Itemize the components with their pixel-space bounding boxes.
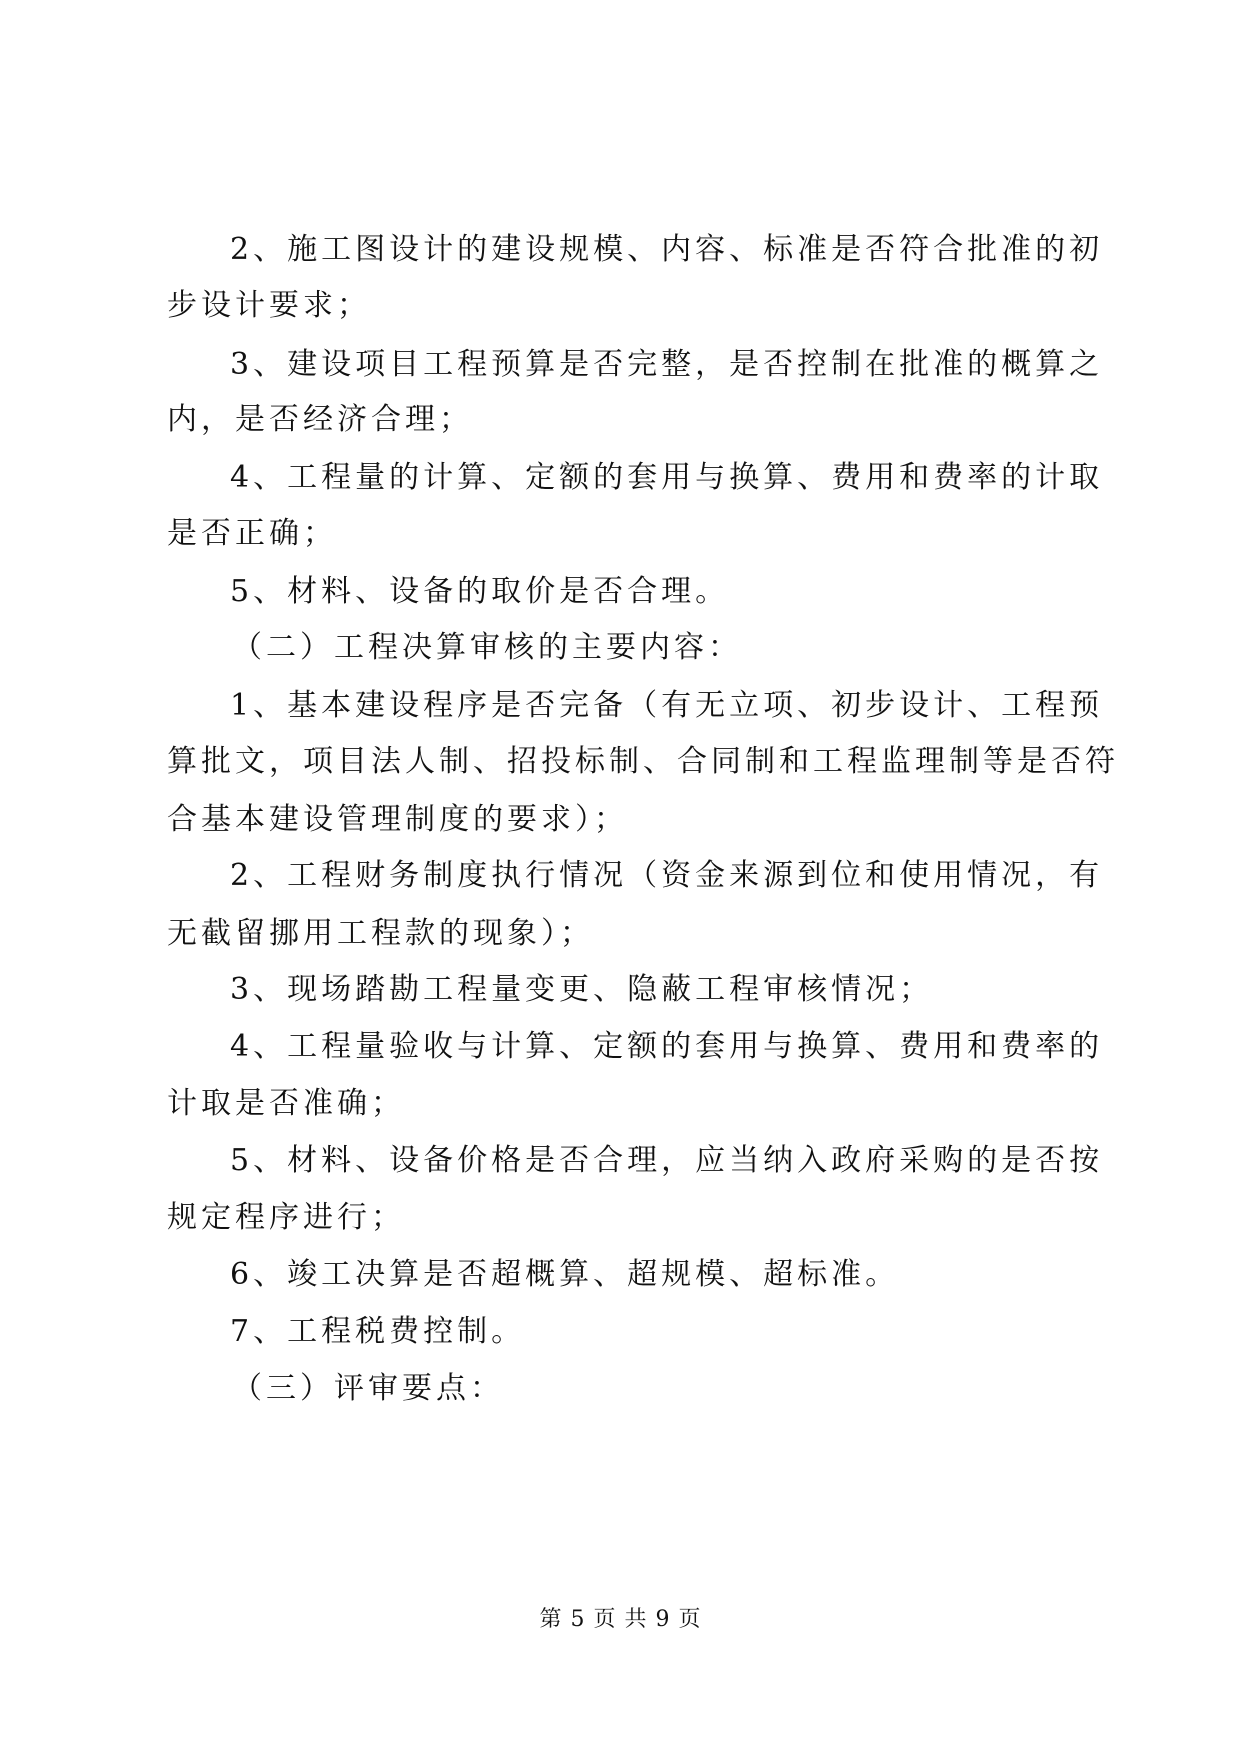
page-footer: 第 5 页 共 9 页: [539, 1607, 702, 1632]
text-line: 合基本建设管理制度的要求）；: [167, 802, 628, 837]
text-line: 4、工程量的计算、定额的套用与换算、费用和费率的计取: [230, 460, 1104, 495]
section-heading: （三）评审要点：: [232, 1371, 504, 1406]
text-line: 5、材料、设备的取价是否合理。: [230, 574, 730, 609]
text-line: 是否正确；: [167, 516, 337, 551]
text-line: 规定程序进行；: [167, 1200, 405, 1235]
text-line: 内，是否经济合理；: [167, 402, 473, 437]
text-line: 7、工程税费控制。: [230, 1314, 526, 1349]
text-line: 5、材料、设备价格是否合理，应当纳入政府采购的是否按: [230, 1143, 1104, 1178]
text-line: 3、建设项目工程预算是否完整，是否控制在批准的概算之: [230, 347, 1104, 382]
text-line: 2、工程财务制度执行情况（资金来源到位和使用情况，有: [230, 858, 1104, 893]
section-heading: （二）工程决算审核的主要内容：: [232, 630, 742, 665]
text-line: 计取是否准确；: [167, 1086, 405, 1121]
text-line: 2、施工图设计的建设规模、内容、标准是否符合批准的初: [230, 232, 1104, 267]
text-line: 无截留挪用工程款的现象）；: [167, 916, 594, 951]
text-line: 6、竣工决算是否超概算、超规模、超标准。: [230, 1257, 900, 1292]
text-line: 4、工程量验收与计算、定额的套用与换算、费用和费率的: [230, 1029, 1104, 1064]
text-line: 3、现场踏勘工程量变更、隐蔽工程审核情况；: [230, 972, 934, 1007]
text-line: 算批文，项目法人制、招投标制、合同制和工程监理制等是否符: [167, 744, 1119, 779]
text-line: 步设计要求；: [167, 288, 371, 323]
text-line: 1、基本建设程序是否完备（有无立项、初步设计、工程预: [230, 688, 1104, 723]
